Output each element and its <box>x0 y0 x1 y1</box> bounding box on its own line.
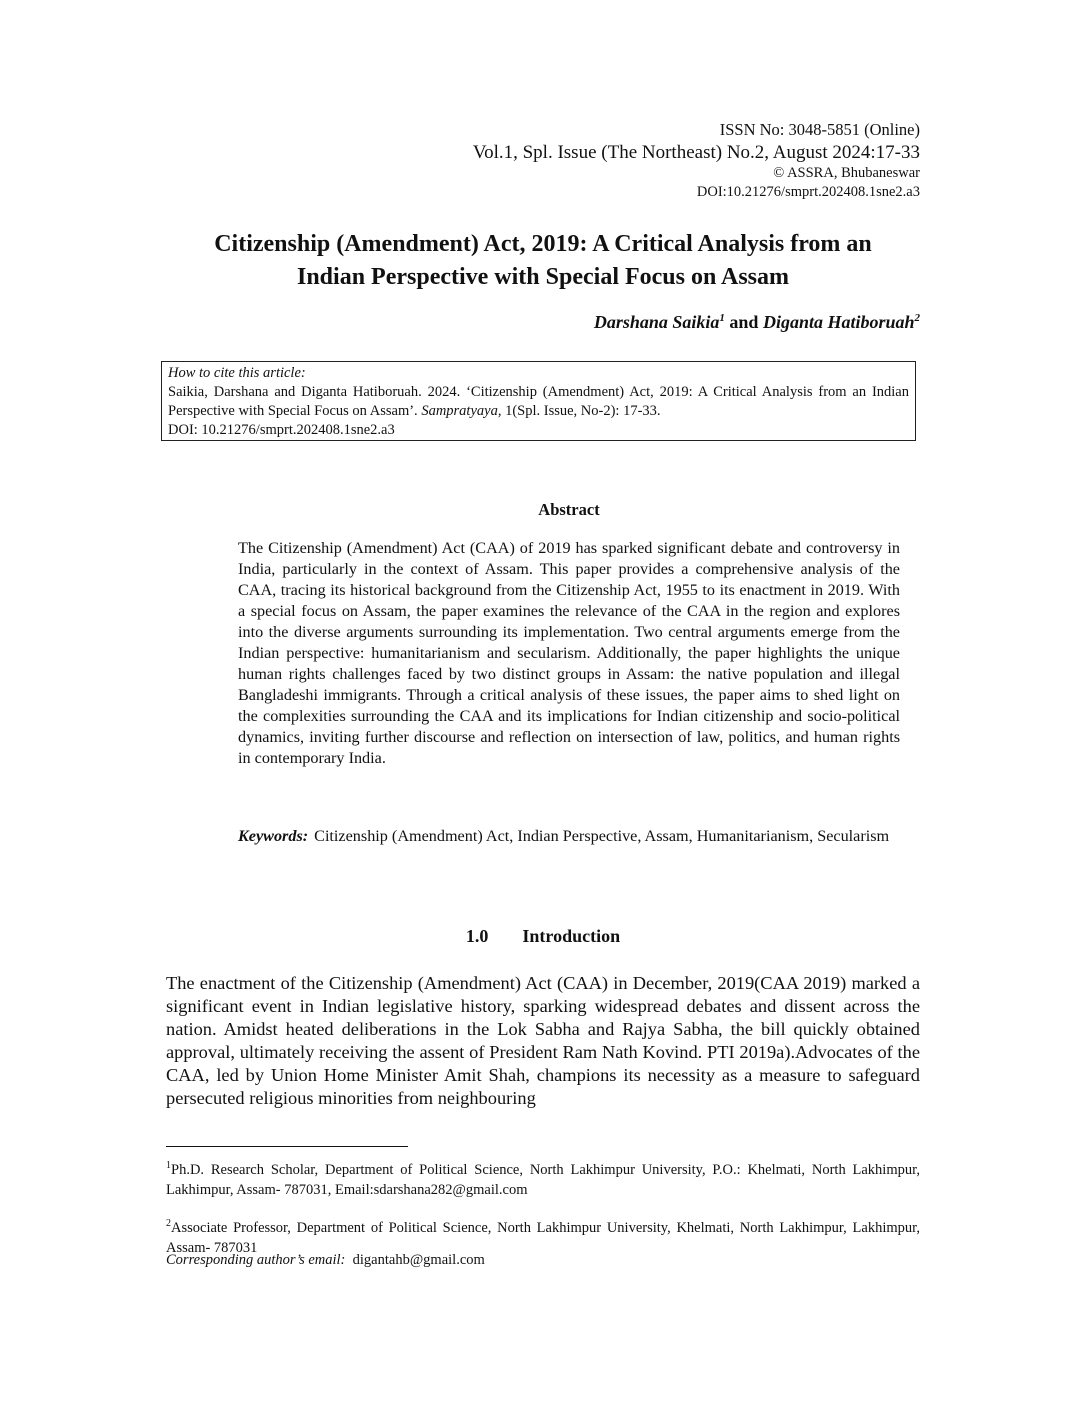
keywords-label: Keywords <box>238 827 303 845</box>
author-conj: and <box>729 312 759 332</box>
journal-header <box>473 120 920 201</box>
footnote-1-marker: 1 <box>166 1160 171 1171</box>
paper-title <box>160 228 926 294</box>
citation-text-before: Saikia, Darshana and Diganta Hatiboruah. 2024. ‘Citizenship (Amendment) Act, 2019: A Critical Analysis from an Indian Perspective with Special Focus on Assam’. <box>168 384 909 419</box>
keywords-label-wrap <box>238 826 308 847</box>
author-1-sup: 1 <box>719 312 725 324</box>
citation-text <box>168 383 909 421</box>
citation-journal: Sampratyaya, <box>421 403 502 419</box>
abstract-text: The Citizenship (Amendment) Act (CAA) of 2019 has sparked significant debate and controversy in India, particularly in the context of Assam. This paper provides a comprehensive analysis of the CAA, tracing its historical background from the Citizenship Act, 1955 to its enactment in 2019. With a special focus on Assam, the paper examines the relevance of the CAA in the region and explores into the diverse arguments surrounding its implementation. Two central arguments emerge from the Indian perspective: humanitarianism and secularism. Additionally, the paper highlights the unique human rights challenges faced by two distinct groups in Assam: the native population and illegal Bangladeshi immigrants. Through a critical analysis of these issues, the paper aims to shed light on the complexities surrounding the CAA and its implications for Indian citizenship and socio-political dynamics, inviting further discourse and reflection on intersection of law, politics, and human rights in contemporary India. <box>238 539 900 767</box>
publisher: © ASSRA, Bhubaneswar <box>773 165 920 182</box>
footnote-rule <box>166 1146 408 1147</box>
introduction-text: The enactment of the Citizenship (Amendment) Act (CAA) in December, 2019(CAA 2019) marked a significant event in Indian legislative history, sparking widespread debates and dissent across the nation. Amidst heated deliberations in the Lok Sabha and Rajya Sabha, the bill quickly obtained approval, ultimately receiving the assent of President Ram Nath Kovind. PTI 2019a).Advocates of the CAA, led by Union Home Minister Amit Shah, champions its necessity as a measure to safeguard persecuted religious minorities from neighbouring <box>166 973 920 1108</box>
citation-heading: How to cite this article: <box>168 365 306 381</box>
citation-box <box>161 361 916 441</box>
author-1: Darshana Saikia <box>593 312 720 332</box>
footnote-1 <box>166 1156 920 1200</box>
issn: ISSN No: 3048-5851 (Online) <box>719 120 920 139</box>
footnote-2-marker: 2 <box>166 1218 171 1229</box>
abstract-heading: Abstract <box>538 500 600 519</box>
section-number: 1.0 <box>465 926 489 946</box>
author-2: Diganta Hatiboruah <box>762 312 915 332</box>
authors <box>594 312 920 333</box>
corresponding-email: digantahb@gmail.com <box>352 1252 485 1268</box>
footnote-1-text: Ph.D. Research Scholar, Department of Political Science, North Lakhimpur University, P.O.: Khelmati, North Lakhimpur, Lakhimpur, Assam- 787031, Email:sdarshana282@gmail.com <box>166 1161 920 1198</box>
keywords-text: Citizenship (Amendment) Act, Indian Perspective, Assam, Humanitarianism, Secularism <box>314 827 890 845</box>
citation-doi: DOI: 10.21276/smprt.202408.1sne2.a3 <box>168 422 395 438</box>
section-heading <box>160 926 926 947</box>
keywords-colon: : <box>302 827 309 845</box>
doi-header: DOI:10.21276/smprt.202408.1sne2.a3 <box>696 183 920 200</box>
citation-text-after: 1(Spl. Issue, No-2): 17-33. <box>501 403 661 419</box>
keywords <box>238 826 900 847</box>
title-line-2: Indian Perspective with Special Focus on Assam <box>296 264 790 290</box>
author-2-sup: 2 <box>914 312 920 324</box>
volume-info: Vol.1, Spl. Issue (The Northeast) No.2, August 2024:17-33 <box>472 141 920 163</box>
corresponding-author <box>166 1252 485 1269</box>
section-title: Introduction <box>522 926 621 946</box>
title-line-1: Citizenship (Amendment) Act, 2019: A Critical Analysis from an <box>214 231 872 257</box>
corresponding-label: Corresponding author’s email: <box>166 1252 346 1268</box>
footnote-2-text: Associate Professor, Department of Political Science, North Lakhimpur University, Khelmati, North Lakhimpur, Lakhimpur, Assam- 787031 <box>166 1219 920 1256</box>
